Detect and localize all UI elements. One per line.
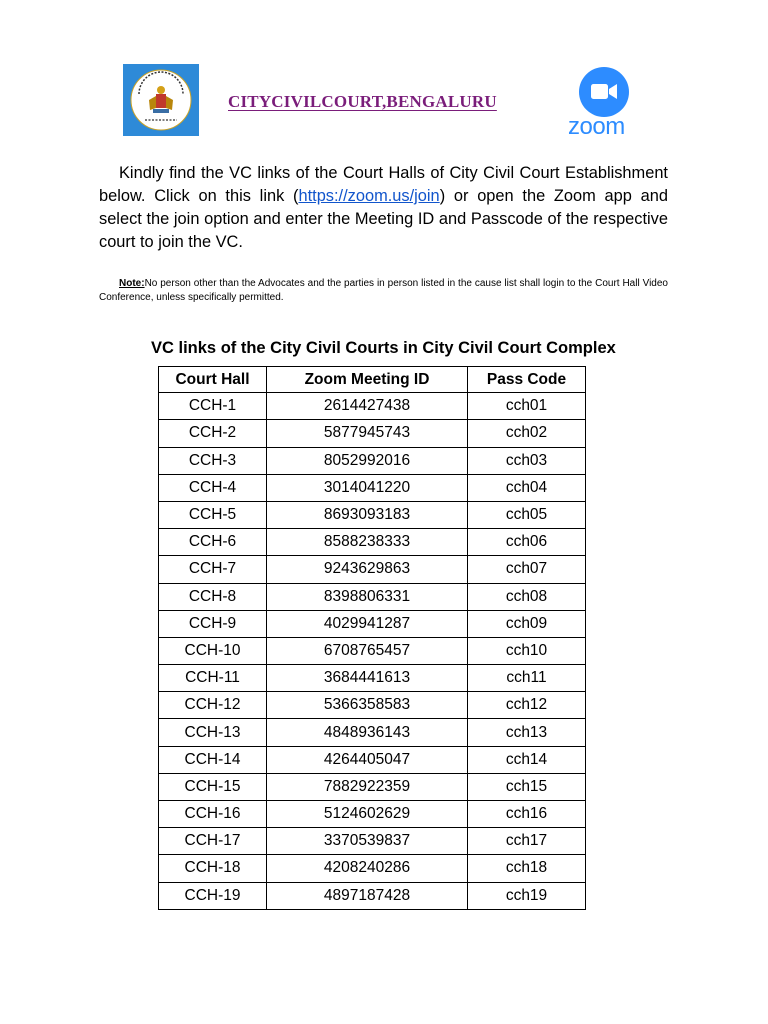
meeting-id-cell: 8052992016 <box>267 447 468 474</box>
intro-text-end: ) or open the Zoom app and select the join option and enter the Meeting ID and Passcode of the respective court to join the VC. <box>99 187 668 251</box>
court-hall-cell: CCH-4 <box>159 474 267 501</box>
court-hall-cell: CCH-15 <box>159 773 267 800</box>
table-row <box>159 828 586 855</box>
court-hall-cell: CCH-12 <box>159 692 267 719</box>
table-row <box>159 447 586 474</box>
zoom-logo <box>565 64 651 138</box>
court-hall-cell: CCH-2 <box>159 420 267 447</box>
pass-code-cell: cch03 <box>468 447 586 474</box>
table-title: VC links of the City Civil Courts in City Civil Court Complex <box>151 339 616 357</box>
court-hall-cell: CCH-9 <box>159 610 267 637</box>
intro-text-start: Kindly find the VC links of the Court Halls of City Civil Court Establishment below. Click on this link ( <box>99 164 668 205</box>
court-hall-cell: CCH-14 <box>159 746 267 773</box>
pass-code-header: Pass Code <box>468 367 586 393</box>
table-row <box>159 746 586 773</box>
note-label: Note: <box>119 278 145 289</box>
table-row <box>159 801 586 828</box>
court-hall-cell: CCH-18 <box>159 855 267 882</box>
pass-code-cell: cch02 <box>468 420 586 447</box>
pass-code-cell: cch08 <box>468 583 586 610</box>
vc-links-table <box>158 366 586 910</box>
table-row <box>159 529 586 556</box>
table-row <box>159 637 586 664</box>
note-text: No person other than the Advocates and the parties in person listed in the cause list shall login to the Court Hall Video Conference, unless specifically permitted. <box>99 278 668 303</box>
table-row <box>159 420 586 447</box>
pass-code-cell: cch06 <box>468 529 586 556</box>
meeting-id-cell: 4208240286 <box>267 855 468 882</box>
table-header-row <box>159 367 586 393</box>
table-row <box>159 855 586 882</box>
meeting-id-cell: 5124602629 <box>267 801 468 828</box>
pass-code-cell: cch11 <box>468 665 586 692</box>
note-paragraph <box>99 277 668 304</box>
pass-code-cell: cch07 <box>468 556 586 583</box>
pass-code-cell: cch05 <box>468 501 586 528</box>
meeting-id-cell: 4029941287 <box>267 610 468 637</box>
court-hall-cell: CCH-13 <box>159 719 267 746</box>
court-hall-cell: CCH-6 <box>159 529 267 556</box>
table-row <box>159 474 586 501</box>
meeting-id-header: Zoom Meeting ID <box>267 367 468 393</box>
pass-code-cell: cch14 <box>468 746 586 773</box>
table-row <box>159 610 586 637</box>
meeting-id-cell: 4264405047 <box>267 746 468 773</box>
table-row <box>159 692 586 719</box>
court-hall-cell: CCH-16 <box>159 801 267 828</box>
table-row <box>159 773 586 800</box>
meeting-id-cell: 3014041220 <box>267 474 468 501</box>
meeting-id-cell: 2614427438 <box>267 393 468 420</box>
table-row <box>159 882 586 909</box>
court-name-title: CITYCIVILCOURT,BENGALURU <box>228 92 497 111</box>
pass-code-cell: cch01 <box>468 393 586 420</box>
meeting-id-cell: 8398806331 <box>267 583 468 610</box>
video-camera-icon <box>579 67 629 117</box>
meeting-id-cell: 8588238333 <box>267 529 468 556</box>
zoom-wordmark: zoom <box>568 113 625 140</box>
table-row <box>159 665 586 692</box>
pass-code-cell: cch16 <box>468 801 586 828</box>
court-hall-cell: CCH-19 <box>159 882 267 909</box>
zoom-join-link[interactable]: https://zoom.us/join <box>298 187 440 205</box>
pass-code-cell: cch09 <box>468 610 586 637</box>
meeting-id-cell: 4848936143 <box>267 719 468 746</box>
court-hall-cell: CCH-5 <box>159 501 267 528</box>
meeting-id-cell: 3684441613 <box>267 665 468 692</box>
pass-code-cell: cch12 <box>468 692 586 719</box>
court-hall-cell: CCH-7 <box>159 556 267 583</box>
meeting-id-cell: 8693093183 <box>267 501 468 528</box>
table-row <box>159 556 586 583</box>
table-row <box>159 583 586 610</box>
pass-code-cell: cch04 <box>468 474 586 501</box>
court-hall-cell: CCH-10 <box>159 637 267 664</box>
table-row <box>159 501 586 528</box>
court-hall-header: Court Hall <box>159 367 267 393</box>
meeting-id-cell: 5877945743 <box>267 420 468 447</box>
pass-code-cell: cch15 <box>468 773 586 800</box>
meeting-id-cell: 7882922359 <box>267 773 468 800</box>
table-row <box>159 719 586 746</box>
court-hall-cell: CCH-17 <box>159 828 267 855</box>
pass-code-cell: cch13 <box>468 719 586 746</box>
karnataka-emblem-logo <box>123 64 199 136</box>
meeting-id-cell: 4897187428 <box>267 882 468 909</box>
pass-code-cell: cch18 <box>468 855 586 882</box>
court-hall-cell: CCH-8 <box>159 583 267 610</box>
court-hall-cell: CCH-3 <box>159 447 267 474</box>
meeting-id-cell: 9243629863 <box>267 556 468 583</box>
intro-paragraph <box>99 162 668 254</box>
pass-code-cell: cch19 <box>468 882 586 909</box>
pass-code-cell: cch17 <box>468 828 586 855</box>
table-row <box>159 393 586 420</box>
court-hall-cell: CCH-11 <box>159 665 267 692</box>
meeting-id-cell: 3370539837 <box>267 828 468 855</box>
pass-code-cell: cch10 <box>468 637 586 664</box>
court-hall-cell: CCH-1 <box>159 393 267 420</box>
meeting-id-cell: 5366358583 <box>267 692 468 719</box>
meeting-id-cell: 6708765457 <box>267 637 468 664</box>
